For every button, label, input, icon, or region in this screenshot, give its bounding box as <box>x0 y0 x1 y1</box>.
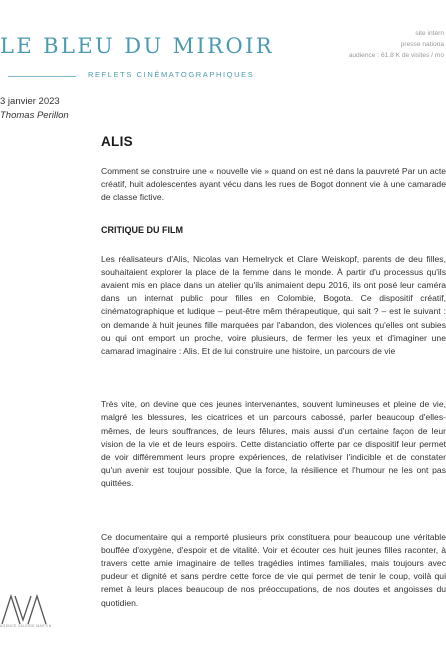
article-paragraph: Ce documentaire qui a remporté plusieurs prix constituera pour beaucoup une véritable bouffée d'oxygène, d'espoir et de vitalité. Voir et écouter ces huit jeunes filles raconter, à travers cette amie imaginaire de telles tragédies intimes familiales, mais toujours avec pudeur et dignité et sans perdre cette force de vie qui permet de tenir le coup, voilà qui remet à leurs places beaucoup de nos préoccupations, de nos doutes et angoisses du quotidien. <box>101 531 446 608</box>
post-author: Thomas Perillon <box>0 110 69 121</box>
article-intro: Comment se construire une « nouvelle vie » quand on est né dans la pauvreté Par un acte créatif, huit adolescentes ayant vécu dans les rues de Bogot donnent vie à une camarade de classe fictive. <box>101 166 446 203</box>
article-body <box>101 134 446 610</box>
site-logo-title[interactable]: LE BLEU DU MIROIR <box>0 34 274 58</box>
site-tagline: REFLETS CINÉMATOGRAPHIQUES <box>88 70 255 79</box>
article-title: ALIS <box>101 134 133 149</box>
post-date: 3 janvier 2023 <box>0 96 60 107</box>
article-paragraph: Très vite, on devine que ces jeunes intervenantes, souvent lumineuses et pleine de vie, malgré les blessures, les cicatrices et un parcours cabossé, parler beaucoup d'elles-mêmes, de leurs souffrances, de leurs fêlures, mais aussi d'un certaine façon de leur vision de la vie et de leurs espoirs. Cette distanciatio offerte par ce dispositif leur permet de voir différemment leurs propre expériences, de relativiser l'indicible et de constater qu'un avenir est toujour possible. Que la force, la résilience et l'humour ne les ont pas quittées. <box>101 399 446 489</box>
meta-line-site: site intern <box>415 30 444 37</box>
agency-logo-caption: AGENCE VALÉRIE MARTIN <box>0 624 52 628</box>
meta-line-audience: audience : 61.8 K de visites / mo <box>348 52 444 59</box>
section-heading: CRITIQUE DU FILM <box>101 224 183 235</box>
logo-divider <box>8 76 76 77</box>
publication-meta <box>349 28 444 61</box>
meta-line-press: presse nationa <box>400 41 444 48</box>
article-paragraph: Les réalisateurs d'Alis, Nicolas van Hemelryck et Clare Weiskopf, parents de deu filles, souhaitaient explorer la place de la femme dans le monde. À partir d'u processus qu'ils avaient mis en place dans un atelier qu'ils animaient depu 2016, ils ont posé leur caméra dans un internat public pour filles en Colombie, Bogota. Ce dispositif créatif, cinématographique et ludique – peut-être mêm thérapeutique, qui sait ? – est le suivant : on demande à huit jeunes fille marquées par l'abandon, des violences qu'elles ont subies ou qui ont emport un proche, voire plusieurs, de fermer les yeux et d'imaginer une camarad imaginaire : Alis. Et de lui construire une histoire, un parcours de vie <box>101 253 446 357</box>
